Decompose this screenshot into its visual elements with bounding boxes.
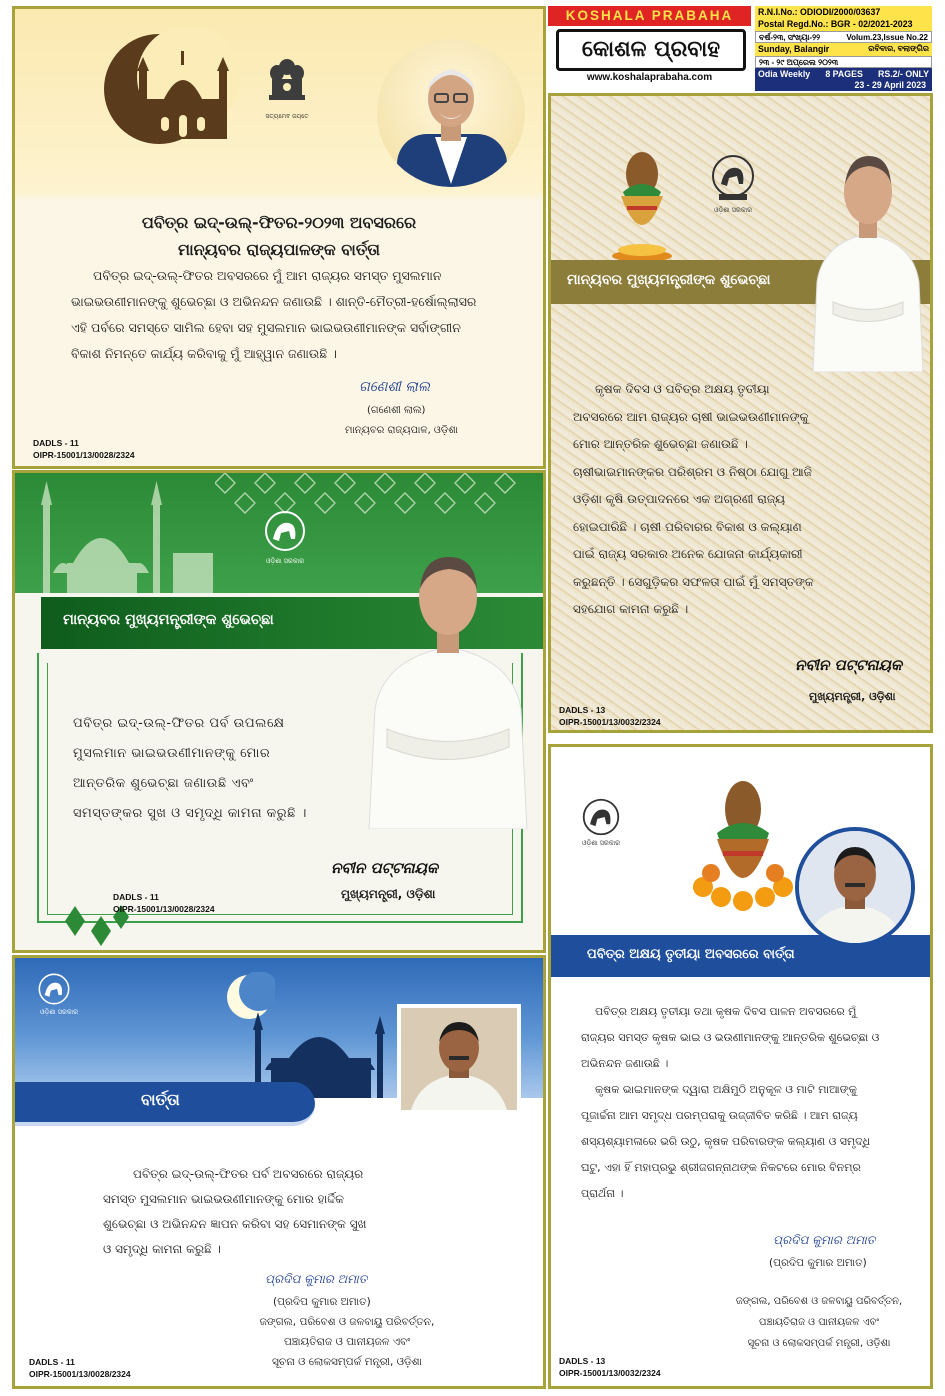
- ad3-dadls-code: DADLS - 11: [113, 892, 159, 902]
- ad4-line: ପବିତ୍ର ଇଦ୍-ଉଲ୍-ଫିତର ପର୍ବ ଅବସରରେ ରାଜ୍ୟର: [133, 1167, 364, 1181]
- ad5-line: ପୂଜାର୍ଚ୍ଚନା ଆମ ସମୃଦ୍ଧ ପରମ୍ପରାକୁ ଉଜ୍ଜୀବିତ କରିଛି । ଆମ ରାଜ୍ୟ: [581, 1109, 858, 1122]
- ad4-dadls-code: DADLS - 11: [29, 1357, 75, 1367]
- ad1-code: [33, 437, 135, 461]
- minister-title-line: ପଞ୍ଚାୟତିରାଜ ଓ ପାନୀୟଜଳ ଏବଂ: [283, 1336, 411, 1348]
- ad1-line: ଏହି ପର୍ବରେ ସମସ୍ତେ ସାମିଲ ହେବା ସହ ମୁସଲମାନ ଭାଇଭଉଣୀମାନଙ୍କ ସର୍ବାଙ୍ଗୀନ: [71, 320, 461, 335]
- website-url[interactable]: www.koshalaprabaha.com: [586, 72, 713, 83]
- ad1-oipr-code: OIPR-15001/13/0028/2324: [33, 450, 135, 460]
- ad4-code: [29, 1356, 131, 1380]
- emblem-caption: ଓଡ଼ିଶା ସରକାର: [713, 206, 753, 214]
- year-issue-odia: ବର୍ଷ-୨୩, ସଂଖ୍ୟା-୨୨: [759, 32, 821, 42]
- crescent-mosque-graphic: [101, 29, 261, 149]
- ad2-line: ମୋର ଆନ୍ତରିକ ଶୁଭେଚ୍ଛା ଜଣାଉଛି ।: [573, 437, 748, 451]
- volume-issue: Volum.23,Issue No.22: [846, 32, 928, 42]
- minister-name: (ପ୍ରଦିପ କୁମାର ଅମାତ): [769, 1257, 867, 1269]
- day-place-odia: ରବିବାର, ବଲାଙ୍ଗିର: [868, 44, 929, 54]
- rni-number: R.N.I.No.: ODIODI/2000/03637: [755, 6, 932, 18]
- minister-photo: [397, 1004, 521, 1114]
- ad-minister-eid: [12, 955, 546, 1389]
- ad4-line: ସମସ୍ତ ମୁସଲମାନ ଭାଇଭଉଣୀମାନଙ୍କୁ ମୋର ହାର୍ଦ୍ଦିକ: [103, 1192, 344, 1206]
- ad-cm-akshaya-tritiya: [548, 93, 933, 733]
- minister-signature: ପ୍ରଦିପ କୁମାର ଅମାତ: [773, 1233, 876, 1247]
- cm-title: ମୁଖ୍ୟମନ୍ତ୍ରୀ, ଓଡ଼ିଶା: [809, 690, 896, 703]
- minister-photo: [795, 827, 915, 947]
- odisha-emblem-icon: [711, 154, 755, 204]
- emblem-caption: ଓଡ଼ିଶା ସରକାର: [265, 557, 305, 565]
- ad-cm-eid: [12, 470, 546, 953]
- ad5-line: ଶସ୍ୟଶ୍ୟାମଳାରେ ଭରି ଉଠୁ, କୃଷକ ପରିବାରଙ୍କ କଲ୍ୟାଣ ଓ ସମୃଦ୍ଧି: [581, 1135, 871, 1148]
- kalasha-icon: [687, 777, 799, 927]
- ad-minister-akshaya-tritiya: [548, 744, 933, 1389]
- ad1-line: ଭାଇଭଉଣୀମାନଙ୍କୁ ଶୁଭେଚ୍ଛା ଓ ଅଭିନନ୍ଦନ ଜଣାଉଛି । ଶାନ୍ତି-ମୈତ୍ରୀ-ହର୍ଷୋଲ୍ଲାସର: [71, 294, 477, 309]
- masthead: [548, 6, 932, 90]
- ad2-oipr-code: OIPR-15001/13/0032/2324: [559, 717, 661, 727]
- pages-label: 8 PAGES: [825, 69, 863, 79]
- ad3-line: ଆନ୍ତରିକ ଶୁଭେଚ୍ଛା ଜଣାଉଛି ଏବଂ: [73, 776, 254, 791]
- ad2-band-title: ମାନ୍ୟବର ମୁଖ୍ୟମନ୍ତ୍ରୀଙ୍କ ଶୁଭେଚ୍ଛା: [567, 272, 771, 288]
- ad1-heading: [15, 209, 543, 263]
- cm-signature: ନବୀନ ପଟ୍ଟନାୟକ: [331, 859, 438, 877]
- cm-signature: ନବୀନ ପଟ୍ଟନାୟକ: [795, 656, 902, 674]
- minister-title-line: ସୂଚନା ଓ ଲୋକସମ୍ପର୍କ ମନ୍ତ୍ରୀ, ଓଡ଼ିଶା: [272, 1356, 422, 1368]
- ad1-message: [71, 263, 511, 367]
- ad4-line: ଓ ସମୃଦ୍ଧି କାମନା କରୁଛି ।: [103, 1242, 221, 1256]
- ad3-line: ସମସ୍ତଙ୍କର ସୁଖ ଓ ସମୃଦ୍ଧି କାମନା କରୁଛି ।: [73, 806, 307, 821]
- ad3-oipr-code: OIPR-15001/13/0028/2324: [113, 904, 215, 914]
- ad4-band: [15, 1082, 315, 1126]
- emblem-caption: ଓଡ଼ିଶା ସରକାର: [39, 1008, 79, 1016]
- ad2-line: ଅବସରରେ ଆମ ରାଜ୍ୟର ଚାଷୀ ଭାଇଭଉଣୀମାନଙ୍କୁ: [573, 409, 809, 424]
- cm-portrait: [803, 132, 933, 372]
- ad3-band-title: ମାନ୍ୟବର ମୁଖ୍ୟମନ୍ତ୍ରୀଙ୍କ ଶୁଭେଚ୍ଛା: [63, 612, 274, 628]
- weekly-label: Odia Weekly: [758, 69, 811, 79]
- minister-title-line: ପଞ୍ଚାୟତିରାଜ ଓ ପାନୀୟଜଳ ଏବଂ: [758, 1317, 880, 1328]
- ad3-line: ମୁସଲମାନ ଭାଇଭଉଣୀମାନଙ୍କୁ ମୋର: [73, 746, 271, 761]
- ad1-heading-line1: ପବିତ୍ର ଇଦ୍-ଉଲ୍-ଫିତର-୨୦୨୩ ଅବସରରେ: [141, 213, 417, 232]
- minister-title: [709, 1291, 929, 1354]
- ad5-oipr-code: OIPR-15001/13/0032/2324: [559, 1368, 661, 1378]
- ad5-line: ପ୍ରାର୍ଥନା ।: [581, 1187, 624, 1200]
- ad2-line: ପାଇଁ ରାଜ୍ୟ ସରକାର ଅନେକ ଯୋଜନା କାର୍ଯ୍ୟକାରୀ: [573, 547, 803, 561]
- ad5-line: କୃଷକ ଭାଇମାନଙ୍କ ଦ୍ୱାରା ଅକ୍ଷିମୁଠି ଅନୁକୂଳ ଓ ମାଟି ମାଆଙ୍କୁ: [595, 1083, 857, 1096]
- ad5-dadls-code: DADLS - 13: [559, 1356, 606, 1366]
- national-emblem-icon: [267, 57, 307, 112]
- minister-signature: ପ୍ରଦିପ କୁମାର ଅମାତ: [265, 1272, 368, 1286]
- brand-name-odia: କୋଶଳ ପ୍ରବାହ: [556, 29, 746, 71]
- odisha-emblem-icon: [263, 509, 307, 553]
- minister-title-line: ସୂଚନା ଓ ଲୋକସମ୍ପର୍କ ମନ୍ତ୍ରୀ, ଓଡ଼ିଶା: [747, 1338, 891, 1349]
- brand-name-english: KOSHALA PRABAHA: [548, 6, 751, 26]
- ad1-heading-line2: ମାନ୍ୟବର ରାଜ୍ୟପାଳଙ୍କ ବାର୍ତ୍ତା: [178, 240, 380, 259]
- mosque-skyline-graphic: [23, 473, 223, 593]
- emblem-caption: ଓଡ଼ିଶା ସରକାର: [581, 839, 621, 847]
- weekly-row: [755, 68, 932, 80]
- ad4-band-title: ବାର୍ତ୍ତା: [141, 1090, 180, 1109]
- governor-photo: [377, 39, 525, 187]
- minister-title: [207, 1312, 487, 1372]
- ad3-line: ପବିତ୍ର ଇଦ୍-ଉଲ୍-ଫିତର ପର୍ବ ଉପଲକ୍ଷେ: [73, 716, 285, 731]
- ad2-line: କରୁଛନ୍ତି । ସେଗୁଡ଼ିକର ସଫଳତା ପାଇଁ ମୁଁ ସମସ୍ତଙ୍କ: [573, 574, 814, 589]
- ad1-dadls-code: DADLS - 11: [33, 438, 79, 448]
- ad2-line: ହୋଇପାରିଛି । ଚାଷୀ ପରିବାରର ବିକାଶ ଓ କଲ୍ୟାଣ: [573, 519, 802, 534]
- ad2-message: [573, 376, 913, 624]
- ad1-line: ବିକାଶ ନିମନ୍ତେ କାର୍ଯ୍ୟ କରିବାକୁ ମୁଁ ଆହ୍ୱାନ ଜଣାଉଛି ।: [71, 346, 337, 361]
- minister-name: (ପ୍ରଦିପ କୁମାର ଅମାତ): [273, 1296, 371, 1308]
- ad4-line: ଶୁଭେଚ୍ଛା ଓ ଅଭିନନ୍ଦନ ଜ୍ଞାପନ କରିବା ସହ ସେମାନଙ୍କ ସୁଖ: [103, 1217, 367, 1231]
- ad2-line: କୃଷକ ଦିବସ ଓ ପବିତ୍ର ଅକ୍ଷୟ ତୃତୀୟା: [595, 382, 770, 396]
- ad5-band-title: ପବିତ୍ର ଅକ୍ଷୟ ତୃତୀୟା ଅବସରରେ ବାର୍ତ୍ତା: [587, 947, 795, 962]
- minister-title-line: ଜଙ୍ଗଲ, ପରିବେଶ ଓ ଜଳବାୟୁ ପରିବର୍ତ୍ତନ,: [735, 1296, 903, 1307]
- ad-governor-eid: [12, 6, 546, 469]
- minister-title-line: ଜଙ୍ଗଲ, ପରିବେଶ ଓ ଜଳବାୟୁ ପରିବର୍ତ୍ତନ,: [259, 1316, 435, 1328]
- day-place-row: [755, 43, 932, 55]
- ad4-oipr-code: OIPR-15001/13/0028/2324: [29, 1369, 131, 1379]
- ad1-line: ପବିତ୍ର ଇଦ୍-ଉଲ୍-ଫିତର ଅବସରରେ ମୁଁ ଆମ ରାଜ୍ୟର ସମସ୍ତ ମୁସଲମାନ: [93, 268, 442, 283]
- masthead-logo: [548, 6, 751, 90]
- date-english: 23 - 29 April 2023: [755, 80, 932, 91]
- ad5-code: [559, 1355, 661, 1379]
- governor-title: ମାନ୍ୟବର ରାଜ୍ୟପାଳ, ଓଡ଼ିଶା: [345, 425, 458, 436]
- ad3-message: [73, 709, 373, 829]
- governor-signature: ଗଣେଶୀ ଲାଲ: [359, 379, 430, 395]
- ad4-message: [103, 1162, 483, 1262]
- ad2-line: ଓଡ଼ିଶା କୃଷି ଉତ୍ପାଦନରେ ଏକ ଅଗ୍ରଣୀ ରାଜ୍ୟ: [573, 492, 786, 506]
- date-odia: ୨୩ - ୨୯ ଅପ୍ରେଲ ୨୦୨୩: [755, 56, 932, 68]
- ad2-code: [559, 704, 661, 728]
- ad5-line: ଅଭିନନ୍ଦନ ଜଣାଉଛି ।: [581, 1057, 669, 1070]
- ad2-line: ଚାଷୀଭାଇମାନଙ୍କର ପରିଶ୍ରମ ଓ ନିଷ୍ଠା ଯୋଗୁ ଆଜି: [573, 464, 812, 479]
- ad2-line: ସହଯୋଗ କାମନା କରୁଛି ।: [573, 602, 689, 616]
- cm-portrait: [363, 529, 533, 829]
- ad5-line: ରାଜ୍ୟର ସମସ୍ତ କୃଷକ ଭାଇ ଓ ଭଉଣୀମାନଙ୍କୁ ଆନ୍ତରିକ ଶୁଭେଚ୍ଛା ଓ: [581, 1031, 880, 1044]
- odisha-emblem-icon: [37, 972, 71, 1006]
- day-place: Sunday, Balangir: [758, 44, 830, 55]
- ad5-line: ଘଟୁ, ଏହା ହିଁ ମହାପ୍ରଭୁ ଶ୍ରୀଜଗନ୍ନାଥଙ୍କ ନିକଟରେ ମୋର ବିନମ୍ର: [581, 1161, 861, 1174]
- price-label: RS.2/- ONLY: [877, 69, 929, 79]
- cm-title: ମୁଖ୍ୟମନ୍ତ୍ରୀ, ଓଡ଼ିଶା: [341, 887, 436, 901]
- kalasha-icon: [603, 144, 681, 264]
- postal-regd: Postal Regd.No.: BGR - 02/2021-2023: [755, 18, 932, 30]
- ad2-dadls-code: DADLS - 13: [559, 705, 606, 715]
- governor-name: (ଗଣେଶୀ ଲାଲ): [367, 405, 426, 416]
- ad5-message: [581, 999, 917, 1207]
- ad5-line: ପବିତ୍ର ଅକ୍ଷୟ ତୃତୀୟା ତଥା କୃଷକ ଦିବସ ପାଳନ ଅବସରରେ ମୁଁ: [595, 1005, 857, 1018]
- odisha-emblem-icon: [581, 797, 621, 837]
- issue-row: [755, 31, 932, 43]
- emblem-caption: ସତ୍ୟମେବ ଜୟତେ: [265, 113, 309, 120]
- ad3-code: [113, 891, 215, 915]
